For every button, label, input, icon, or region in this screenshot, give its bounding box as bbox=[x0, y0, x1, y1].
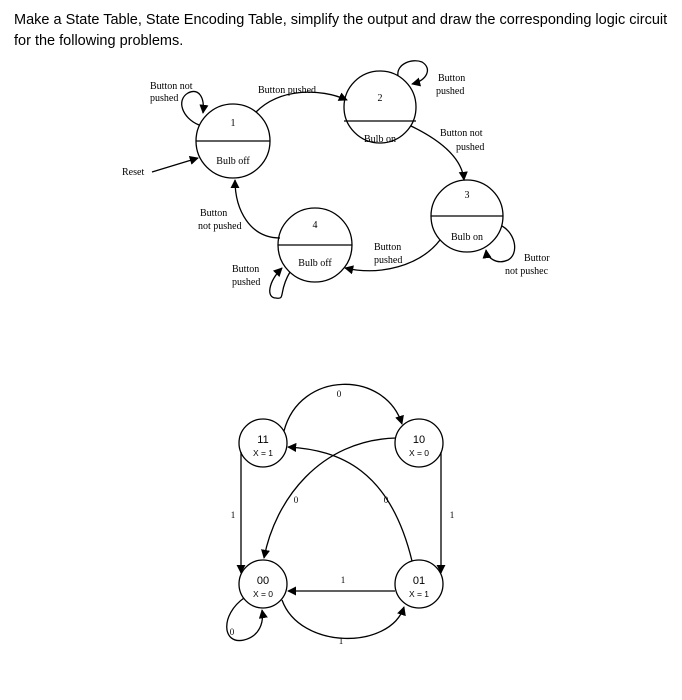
state-3-output: Bulb on bbox=[451, 232, 483, 243]
state-01-code: 01 bbox=[412, 575, 426, 587]
state-4-self-loop bbox=[270, 268, 290, 298]
state-00-output: X = 0 bbox=[252, 589, 274, 599]
diagram-1-text bbox=[122, 73, 550, 288]
label-00-self: 0 bbox=[229, 627, 235, 637]
s1-loop-label-1: Button not bbox=[150, 81, 193, 92]
label-10-to-00: 0 bbox=[383, 495, 389, 505]
s2-loop-label-1: Button bbox=[438, 73, 466, 84]
state-2-id: 2 bbox=[377, 93, 383, 104]
t34-label-2: pushed bbox=[374, 255, 403, 266]
label-01-to-00: 1 bbox=[340, 575, 346, 585]
t12-label: Button pushed bbox=[258, 85, 317, 96]
state-1-id: 1 bbox=[230, 118, 236, 129]
state-4-output: Bulb off bbox=[298, 258, 332, 269]
t41-label-1: Button bbox=[200, 208, 228, 219]
state-4-id: 4 bbox=[312, 220, 318, 231]
transition-01-to-11 bbox=[288, 447, 412, 561]
transition-11-to-10 bbox=[284, 384, 402, 431]
state-2-self-loop bbox=[398, 61, 428, 84]
label-00-to-01: 1 bbox=[338, 636, 344, 646]
s3-loop-label-1: Buttor bbox=[524, 253, 550, 264]
reset-arrow bbox=[152, 158, 198, 172]
s1-loop-label-2: pushed bbox=[150, 93, 179, 104]
state-1-self-loop bbox=[182, 92, 204, 125]
s4-loop-label-1: Button bbox=[232, 264, 260, 275]
label-10-to-01: 1 bbox=[449, 510, 455, 520]
state-01-output: X = 1 bbox=[408, 589, 430, 599]
state-2-output: Bulb on bbox=[364, 134, 396, 145]
state-3-id: 3 bbox=[464, 190, 470, 201]
state-10-code: 10 bbox=[412, 434, 426, 446]
transition-4-to-1 bbox=[235, 180, 280, 238]
state-2-node bbox=[344, 71, 416, 143]
state-11-output: X = 1 bbox=[252, 448, 274, 458]
problem-statement: Make a State Table, State Encoding Table, simplify the output and draw the corresponding logic circuit for the following problems. bbox=[14, 12, 668, 49]
reset-label: Reset bbox=[122, 167, 145, 178]
label-11-to-00: 1 bbox=[230, 510, 236, 520]
t34-label-1: Button bbox=[374, 242, 402, 253]
state-1-output: Bulb off bbox=[216, 156, 250, 167]
s4-loop-label-2: pushed bbox=[232, 277, 261, 288]
state-00-code: 00 bbox=[256, 575, 270, 587]
state-10-output: X = 0 bbox=[408, 448, 430, 458]
diagram-2-encoded-fsm bbox=[227, 384, 443, 640]
label-01-to-11: 0 bbox=[293, 495, 299, 505]
transition-00-to-01 bbox=[282, 600, 404, 638]
t41-label-2: not pushed bbox=[198, 221, 242, 232]
t23-label-2: pushed bbox=[456, 142, 485, 153]
state-11-code: 11 bbox=[257, 434, 269, 446]
s2-loop-label-2: pushed bbox=[436, 86, 465, 97]
s3-loop-label-2: not pushec bbox=[505, 266, 549, 277]
t23-label-1: Button not bbox=[440, 128, 483, 139]
label-11-to-10: 0 bbox=[336, 389, 342, 399]
